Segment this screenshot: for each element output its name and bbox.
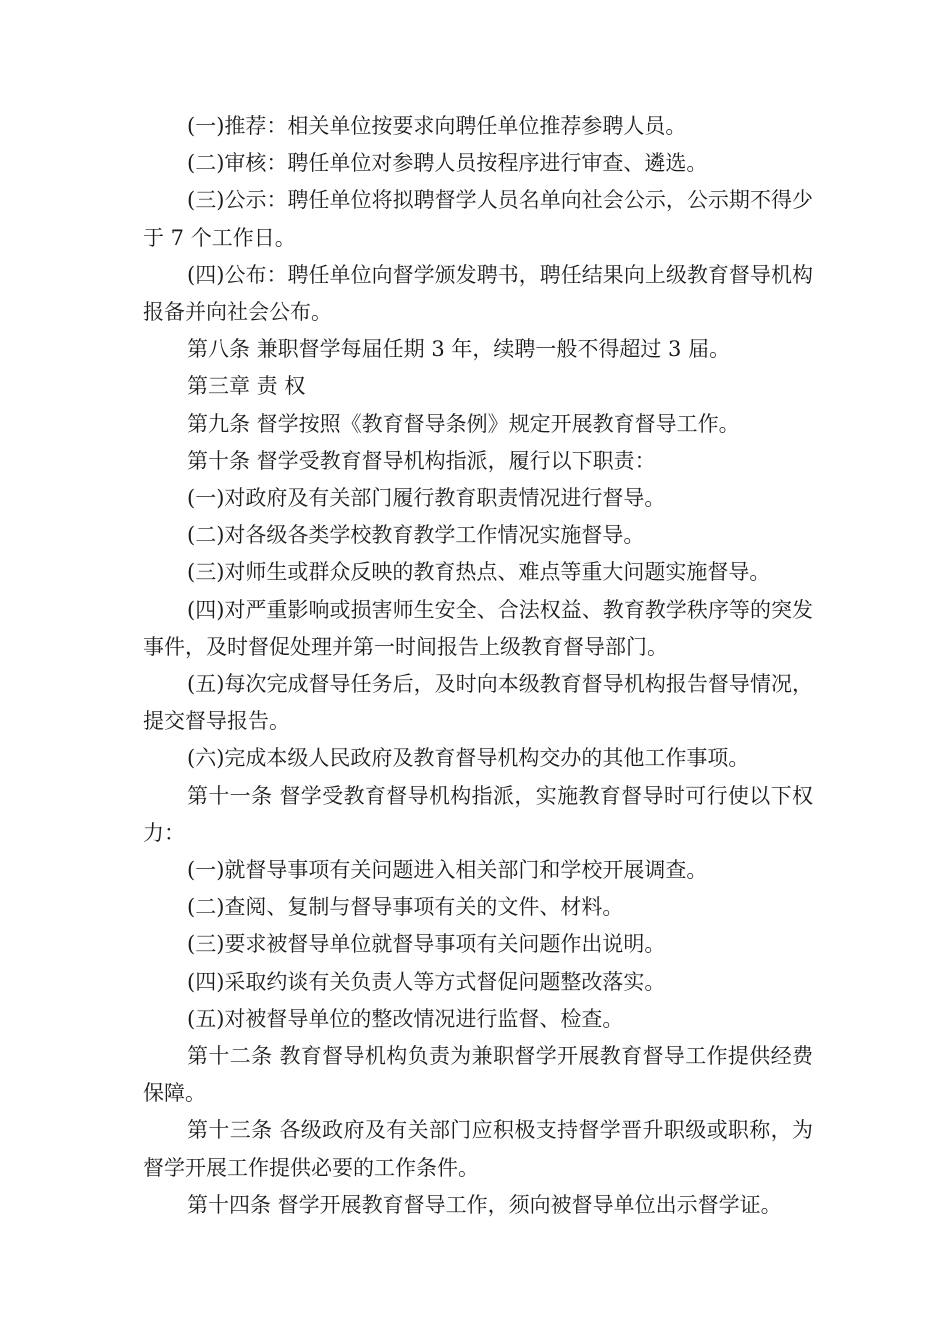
- article-12: 第十二条 教育督导机构负责为兼职督学开展教育督导工作提供经费保障。: [143, 1044, 813, 1106]
- duty-item-3: (三)对师生或群众反映的教育热点、难点等重大问题实施督导。: [187, 560, 771, 585]
- paragraph-announce: (四)公布：聘任单位向督学颁发聘书，聘任结果向上级教育督导机构报备并向社会公布。: [143, 262, 813, 325]
- article-14: 第十四条 督学开展教育督导工作，须向被督导单位出示督学证。: [187, 1192, 782, 1217]
- duty-item-6: (六)完成本级人民政府及教育督导机构交办的其他工作事项。: [187, 746, 750, 771]
- power-item-5: (五)对被督导单位的整改情况进行监督、检查。: [187, 1006, 624, 1031]
- article-9: 第九条 督学按照《教育督导条例》规定开展教育督导工作。: [187, 411, 740, 436]
- article-10: 第十条 督学受教育督导机构指派，履行以下职责：: [187, 448, 656, 473]
- power-item-4: (四)采取约谈有关负责人等方式督促问题整改落实。: [187, 969, 666, 994]
- power-item-2: (二)查阅、复制与督导事项有关的文件、材料。: [187, 895, 624, 920]
- duty-item-4: (四)对严重影响或损害师生安全、合法权益、教育教学秩序等的突发事件，及时督促处理并第一时间报告上级教育督导部门。: [143, 597, 813, 659]
- article-8: 第八条 兼职督学每届任期 3 年，续聘一般不得超过 3 届。: [187, 337, 731, 362]
- paragraph-recommend: (一)推荐：相关单位按要求向聘任单位推荐参聘人员。: [187, 114, 687, 138]
- article-13: 第十三条 各级政府及有关部门应积极支持督学晋升职级或职称，为督学开展工作提供必要的工作条件。: [143, 1118, 813, 1180]
- chapter-3-heading: 第三章 责 权: [187, 374, 306, 399]
- article-11: 第十一条 督学受教育督导机构指派，实施教育督导时可行使以下权力：: [143, 783, 813, 845]
- duty-item-2: (二)对各级各类学校教育教学工作情况实施督导。: [187, 523, 645, 548]
- power-item-3: (三)要求被督导单位就督导事项有关问题作出说明。: [187, 932, 666, 957]
- document-body: [143, 108, 813, 1224]
- paragraph-review: (二)审核：聘任单位对参聘人员按程序进行审查、遴选。: [187, 151, 708, 176]
- duty-item-1: (一)对政府及有关部门履行教育职责情况进行督导。: [187, 486, 666, 511]
- power-item-1: (一)就督导事项有关问题进入相关部门和学校开展调查。: [187, 858, 708, 883]
- paragraph-publicity: (三)公示：聘任单位将拟聘督学人员名单向社会公示，公示期不得少于 7 个工作日。: [143, 188, 813, 250]
- duty-item-5: (五)每次完成督导任务后，及时向本级教育督导机构报告督导情况，提交督导报告。: [143, 672, 813, 734]
